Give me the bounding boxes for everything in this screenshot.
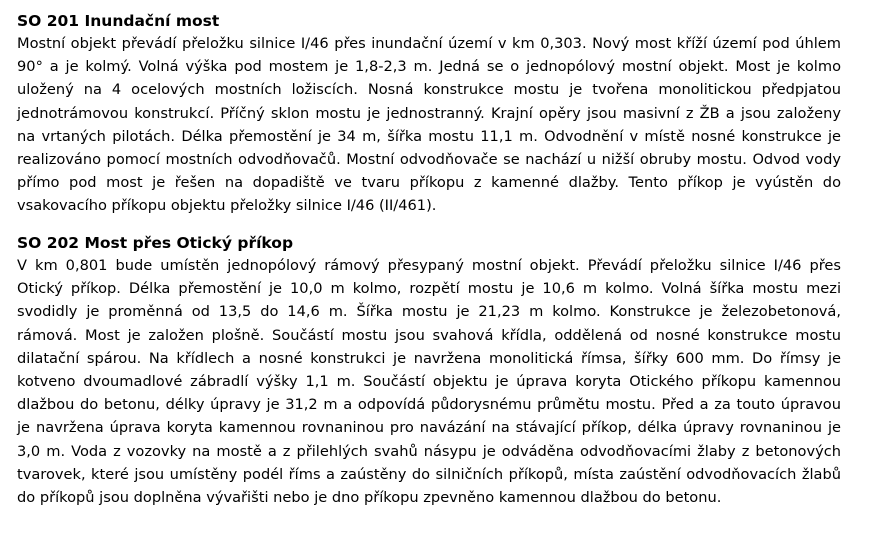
paragraph-line: V km 0,801 bude umístěn jednopólový rámový přesypaný mostní objekt. Převádí přeložku silnice I/46 přes	[17, 257, 841, 274]
paragraph-line: do příkopů jsou doplněna vývařišti nebo je dno příkopu zpevněno kamennou dlažbou do betonu.	[17, 489, 722, 507]
paragraph-line: rámová. Most je založen plošně. Součástí mostu jsou svahová křídla, oddělená od nosné konstrukce mostu	[17, 326, 841, 344]
paragraph-line: uložený na 4 ocelových mostních ložiscích. Nosná konstrukce mostu je tvořena monolitickou předpjatou	[17, 81, 841, 99]
paragraph-line: 90° a je kolmý. Volná výška pod mostem je 1,8-2,3 m. Jedná se o jednopólový mostní objekt. Most je kolmo	[17, 58, 841, 76]
section-so-202	[17, 232, 841, 509]
document-page	[17, 10, 841, 507]
section-heading: SO 202 Most přes Otický příkop	[17, 234, 294, 252]
paragraph-line: Otický příkop. Délka přemostění je 10,0 m kolmo, rozpětí mostu je 10,6 m kolmo. Volná šířka mostu mezi	[17, 280, 841, 298]
paragraph-line: dilatační spárou. Na křídlech a nosné konstrukci je navržena monolitická římsa, šířky 600 mm. Do římsy je	[17, 349, 841, 367]
section-paragraph	[17, 254, 841, 509]
section-paragraph	[17, 32, 841, 218]
paragraph-line: vsakovacího příkopu objektu přeložky silnice I/46 (II/461).	[17, 197, 437, 215]
paragraph-line: na vrtaných pilotách. Délka přemostění je 34 m, šířka mostu 11,1 m. Odvodnění v místě nosné konstrukce je	[17, 127, 841, 145]
paragraph-line: je navržena úprava koryta kamennou rovnaninou pro navázání na stávající příkop, délka úpravy rovnaninou je	[17, 419, 841, 437]
section-so-201	[17, 10, 841, 218]
section-heading: SO 201 Inundační most	[17, 12, 220, 30]
paragraph-line: Mostní objekt převádí přeložku silnice I/46 přes inundační území v km 0,303. Nový most kříží území pod úhlem	[17, 35, 841, 52]
paragraph-line: tvarovek, které jsou umístěny podél říms a zaústěny do silničních příkopů, místa zaústění odvodňovacích žlabů	[17, 465, 841, 483]
paragraph-line: realizováno pomocí mostních odvodňovačů. Mostní odvodňovače se nachází u nižší obruby mostu. Odvod vody	[17, 151, 841, 169]
paragraph-line: svodidly je proměnná od 13,5 do 14,6 m. Šířka mostu je 21,23 m kolmo. Konstrukce je železobetonová,	[17, 303, 841, 321]
paragraph-line: kotveno dvoumadlové zábradlí výšky 1,1 m. Součástí objektu je úprava koryta Otického příkopu kamennou	[17, 373, 841, 391]
paragraph-line: přímo pod most je řešen na dopadiště ve tvaru příkopu z kamenné dlažby. Tento příkop je vyústěn do	[17, 174, 841, 192]
paragraph-line: dlažbou do betonu, délky úpravy je 31,2 m a odpovídá půdorysnému průmětu mostu. Před a za touto úpravou	[17, 396, 841, 414]
paragraph-line: 3,0 m. Voda z vozovky na mostě a z přilehlých svahů násypu je odváděna odvodňovacími žlaby z betonových	[17, 442, 841, 460]
paragraph-line: jednotrámovou konstrukcí. Příčný sklon mostu je jednostranný. Krajní opěry jsou masivní z ŽB a jsou založeny	[17, 104, 841, 122]
